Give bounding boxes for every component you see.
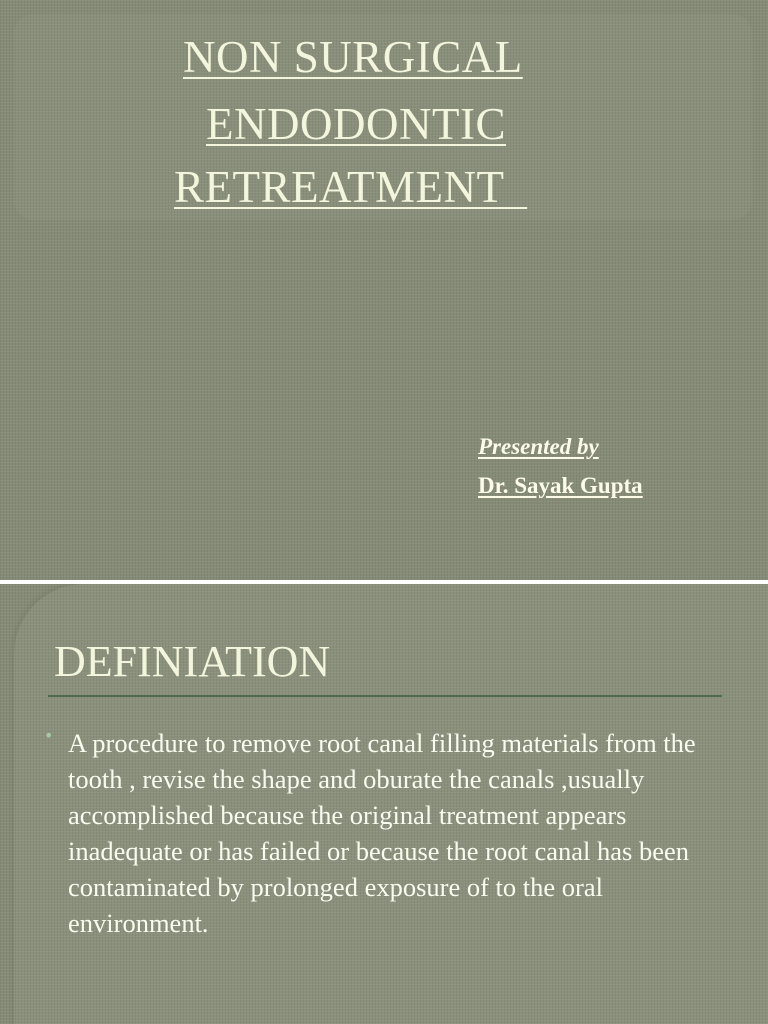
slide-title-line-2: ENDODONTIC	[206, 99, 506, 149]
bullet-dot-icon: •	[44, 726, 54, 745]
slide-title-line-3: RETREATMENT	[174, 162, 528, 212]
slide-title-line-1: NON SURGICAL	[183, 32, 523, 82]
definition-slide	[0, 584, 768, 1024]
slide-heading: DEFINIATION	[54, 637, 331, 686]
heading-divider	[48, 695, 722, 697]
presenter-name: Dr. Sayak Gupta	[478, 473, 643, 498]
definition-bullet-text: A procedure to remove root canal filling materials from the tooth , revise the shape and oburate the canals ,usually accomplished because the original treatment appears inadequate or has failed or because the root canal has been contaminated by prolonged exposure of to the oral environment.	[68, 728, 696, 938]
presented-by-label: Presented by	[478, 434, 599, 459]
